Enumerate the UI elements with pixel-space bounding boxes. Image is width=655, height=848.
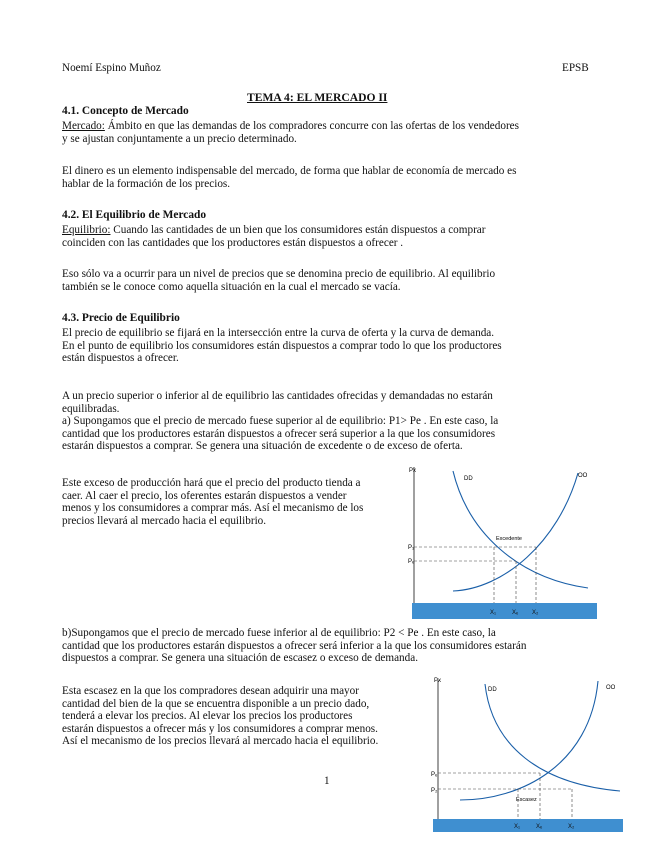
term-equilibrio: Equilibrio:: [62, 224, 111, 236]
demand-label: DD: [464, 476, 473, 482]
xe-label: Xₑ: [536, 824, 543, 830]
section-heading-4-3: 4.3. Precio de Equilibrio: [62, 312, 180, 324]
shortage-diagram: [430, 676, 626, 833]
page-number: 1: [324, 775, 330, 787]
paragraph-escasez: Esta escasez en la que los compradores desean adquirir una mayor cantidad del bien de la que se encuentra disponible a un precio dado, tenderá a elevar los precios. Al elevar los precios los productores estarán dispuestos a ofrecer más y los consumidores a comprar menos. Así el mecanismo de los precios llevará al mercado hacia el equilibrio.: [62, 685, 379, 748]
paragraph-desequilibrio: A un precio superior o inferior al de equilibrio las cantidades ofrecidas y demandadas no estarán equilibradas. a) Supongamos que el precio de mercado fuese superior al de equilibrio: P1> Pe . En este caso, la cantidad que los productores estarán dispuestos a ofrecer será superior a la que los consumidores estarán dispuestos a comprar. Se genera una situación de excedente o de exceso de oferta.: [62, 390, 499, 453]
x1-label: X₁: [490, 610, 497, 616]
header-institution: EPSB: [562, 62, 589, 74]
pe-label: Pₑ: [408, 559, 415, 565]
demand-curve: [453, 471, 588, 588]
demand-label: DD: [488, 687, 497, 693]
excess-supply-diagram: [408, 463, 598, 620]
pe-label: Pₑ: [431, 772, 438, 778]
supply-label: OO: [578, 473, 588, 479]
shortage-label: Escasez: [516, 797, 537, 803]
x-axis-bar: [412, 603, 597, 619]
paragraph-exceso-produccion: Este exceso de producción hará que el precio del producto tienda a caer. Al caer el precio, los oferentes estarán dispuestos a vender menos y los consumidores a comprar más. Así el mecanismo de los precios llevará al mercado hacia el equilibrio.: [62, 477, 364, 527]
x-axis-bar: [433, 819, 623, 832]
y-axis-label: Px: [434, 678, 442, 684]
supply-label: OO: [606, 685, 616, 691]
paragraph-caso-b: b)Supongamos que el precio de mercado fuese inferior al de equilibrio: P2 < Pe . En este caso, la cantidad que los productores estarán dispuestos a ofrecer será inferior a la que los consumidores estarán dispuestos a comprar. Se genera una situación de escasez o exceso de demanda.: [62, 627, 527, 665]
definition-mercado: Mercado: Ámbito en que las demandas de los compradores concurre con las ofertas de los vendedores y se ajustan conjuntamente a un precio determinado.: [62, 120, 519, 145]
demand-curve: [485, 684, 620, 791]
p2-label: P₂: [431, 788, 438, 794]
excess-label: Excedente: [496, 536, 522, 542]
page-title: TEMA 4: EL MERCADO II: [247, 91, 388, 104]
x2-label: X₂: [532, 610, 539, 616]
header-author: Noemí Espino Muñoz: [62, 62, 161, 74]
supply-curve: [453, 473, 578, 591]
term-mercado: Mercado:: [62, 120, 105, 132]
x2-label: X₂: [568, 824, 575, 830]
section-heading-4-1: 4.1. Concepto de Mercado: [62, 105, 189, 117]
paragraph-precio-equilibrio: Eso sólo va a ocurrir para un nivel de precios que se denomina precio de equilibrio. Al equilibrio también se le conoce como aquella situación en la cual el mercado se vacía.: [62, 268, 496, 293]
p1-label: P₁: [408, 545, 415, 551]
xe-label: Xₑ: [512, 610, 519, 616]
paragraph-dinero: El dinero es un elemento indispensable del mercado, de forma que hablar de economía de mercado es hablar de la formación de los precios.: [62, 165, 517, 190]
definition-equilibrio: Equilibrio: Cuando las cantidades de un bien que los consumidores están dispuestos a comprar coinciden con las cantidades que los productores están dispuestos a ofrecer .: [62, 224, 486, 249]
section-heading-4-2: 4.2. El Equilibrio de Mercado: [62, 209, 207, 221]
supply-curve: [460, 681, 598, 800]
paragraph-interseccion: El precio de equilibrio se fijará en la intersección entre la curva de oferta y la curva de demanda. En el punto de equilibrio los consumidores están dispuestos a comprar todo lo que los productores están dispuestos a ofrecer.: [62, 327, 502, 365]
x1-label: X₁: [514, 824, 521, 830]
y-axis-label: Px: [409, 468, 417, 474]
